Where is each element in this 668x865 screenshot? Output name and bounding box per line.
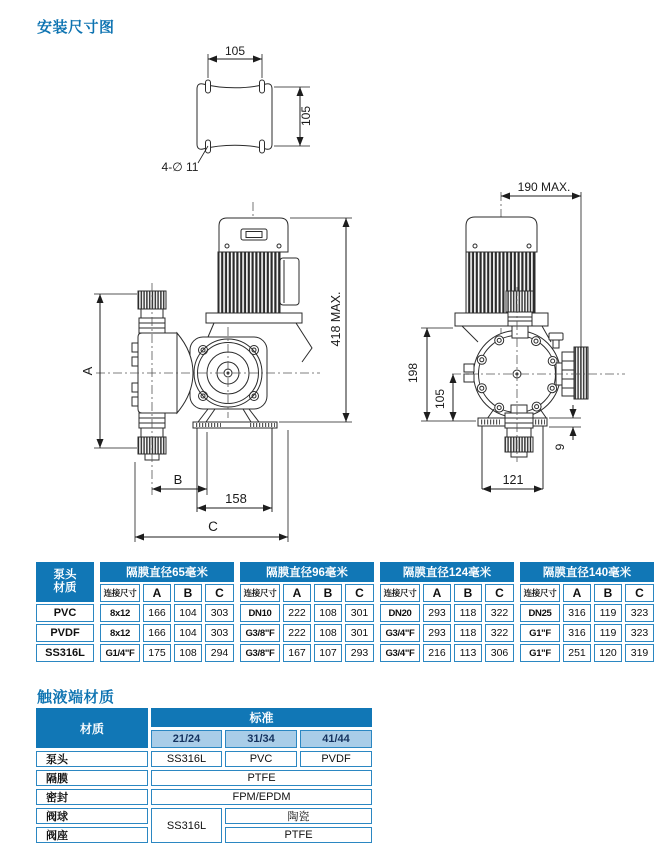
standard-header: 标准 (151, 708, 372, 727)
motor (455, 217, 551, 342)
slot-hole (260, 80, 265, 93)
col-header: A (283, 584, 311, 602)
row-label: PVC (36, 604, 94, 622)
dosing-head (132, 291, 193, 460)
row-label-seal: 密封 (36, 789, 148, 805)
col-header: C (485, 584, 514, 602)
table-cell: G3/8"F (240, 624, 280, 642)
table-cell: DN25 (520, 604, 560, 622)
col-header: A (423, 584, 451, 602)
diaphragm-65mm-group (100, 562, 234, 662)
material-value: PVC (225, 751, 297, 767)
col-header: 连接尺寸 (100, 584, 140, 602)
table-cell: 113 (454, 644, 482, 662)
table-cell: DN20 (380, 604, 420, 622)
group-header: 隔膜直径96毫米 (240, 562, 374, 582)
top-view-mounting-plate (162, 44, 313, 174)
col-header: 连接尺寸 (380, 584, 420, 602)
material-value: SS316L (151, 808, 222, 843)
dim-label-105: 105 (433, 388, 447, 410)
dimension-table (36, 562, 654, 662)
material-corner-header: 材质 (36, 708, 148, 748)
row-label-valve-seat: 阀座 (36, 827, 148, 843)
table-cell: 323 (625, 624, 654, 642)
table-cell: G3/8"F (240, 644, 280, 662)
col-header: B (594, 584, 622, 602)
table-cell: 251 (563, 644, 591, 662)
col-header: A (563, 584, 591, 602)
diaphragm-96mm-group (240, 562, 374, 662)
table-cell: 293 (345, 644, 374, 662)
dim-label-c: C (208, 519, 218, 534)
size-header: 31/34 (225, 730, 297, 748)
table-cell: 118 (454, 604, 482, 622)
table-cell: 8x12 (100, 624, 140, 642)
material-value: FPM/EPDM (151, 789, 372, 805)
table-cell: 294 (205, 644, 234, 662)
table-cell: 118 (454, 624, 482, 642)
size-header: 21/24 (151, 730, 222, 748)
table-cell: 175 (143, 644, 171, 662)
table-cell: 119 (594, 604, 622, 622)
table-cell: G1"F (520, 644, 560, 662)
dim-label-158: 158 (225, 491, 247, 506)
table-cell: 108 (174, 644, 202, 662)
col-header: C (625, 584, 654, 602)
material-value: SS316L (151, 751, 222, 767)
junction-box (280, 258, 299, 305)
table-cell: 301 (345, 604, 374, 622)
table-cell: 108 (314, 604, 342, 622)
dim-label-9: 9 (553, 443, 567, 451)
col-header: C (345, 584, 374, 602)
wetted-materials-table (36, 708, 372, 843)
dim-label-198: 198 (406, 362, 420, 384)
dim-label-max-height: 418 MAX. (329, 291, 343, 347)
col-header: 连接尺寸 (240, 584, 280, 602)
dim-label-plate-depth: 105 (299, 105, 313, 127)
corner-header: 泵头 材质 (36, 562, 94, 602)
table-cell: 108 (314, 624, 342, 642)
table-cell: 316 (563, 624, 591, 642)
section-title-wetted-materials: 触液端材质 (37, 689, 115, 706)
col-header: C (205, 584, 234, 602)
table-cell: 323 (625, 604, 654, 622)
stroke-adjustment-knob (556, 347, 588, 399)
table-cell: G1/4"F (100, 644, 140, 662)
dim-label-holes: 4-∅ 11 (161, 160, 199, 174)
group-header: 隔膜直径65毫米 (100, 562, 234, 582)
col-header: A (143, 584, 171, 602)
row-label-valve-ball: 阀球 (36, 808, 148, 824)
dosing-head (464, 331, 563, 418)
material-value: PVDF (300, 751, 372, 767)
row-label-pump-head: 泵头 (36, 751, 148, 767)
table-cell: 222 (283, 604, 311, 622)
table-cell: 104 (174, 624, 202, 642)
size-header: 41/44 (300, 730, 372, 748)
col-header: B (314, 584, 342, 602)
row-label: PVDF (36, 624, 94, 642)
table-cell: 120 (594, 644, 622, 662)
table-cell: 8x12 (100, 604, 140, 622)
table-cell: 319 (625, 644, 654, 662)
bleed-valve (549, 333, 563, 340)
dim-label-b: B (173, 472, 183, 487)
table-cell: 104 (174, 604, 202, 622)
table-cell: 303 (205, 604, 234, 622)
col-header: B (454, 584, 482, 602)
table-cell: 322 (485, 604, 514, 622)
slot-hole (260, 140, 265, 153)
table-cell: 119 (594, 624, 622, 642)
table-cell: 306 (485, 644, 514, 662)
diaphragm-140mm-group (520, 562, 654, 662)
slot-hole (206, 80, 211, 93)
table-cell: 166 (143, 624, 171, 642)
table-cell: G1"F (520, 624, 560, 642)
table-cell: 166 (143, 604, 171, 622)
table-cell: DN10 (240, 604, 280, 622)
col-header: 连接尺寸 (520, 584, 560, 602)
table-cell: 107 (314, 644, 342, 662)
group-header: 隔膜直径140毫米 (520, 562, 654, 582)
table-cell: 322 (485, 624, 514, 642)
dim-label-121: 121 (502, 473, 524, 487)
table-cell: 301 (345, 624, 374, 642)
group-header: 隔膜直径124毫米 (380, 562, 514, 582)
table-cell: 303 (205, 624, 234, 642)
material-value: PTFE (225, 827, 372, 843)
side-view-pump (80, 202, 352, 542)
material-value: 陶瓷 (225, 808, 372, 824)
diaphragm-124mm-group (380, 562, 514, 662)
front-view-pump (406, 180, 625, 489)
dim-label-a: A (80, 366, 95, 376)
row-label: SS316L (36, 644, 94, 662)
table-cell: G3/4"F (380, 624, 420, 642)
table-cell: 216 (423, 644, 451, 662)
row-label-diaphragm: 隔膜 (36, 770, 148, 786)
pump-head-material-column (36, 562, 94, 662)
dim-label-plate-width: 105 (224, 44, 246, 58)
table-cell: 167 (283, 644, 311, 662)
dim-label-190max: 190 MAX. (517, 180, 571, 194)
table-cell: 293 (423, 624, 451, 642)
table-cell: 222 (283, 624, 311, 642)
table-cell: G3/4"F (380, 644, 420, 662)
table-cell: 316 (563, 604, 591, 622)
material-value: PTFE (151, 770, 372, 786)
col-header: B (174, 584, 202, 602)
table-cell: 293 (423, 604, 451, 622)
section-title-installation: 安装尺寸图 (37, 19, 115, 36)
